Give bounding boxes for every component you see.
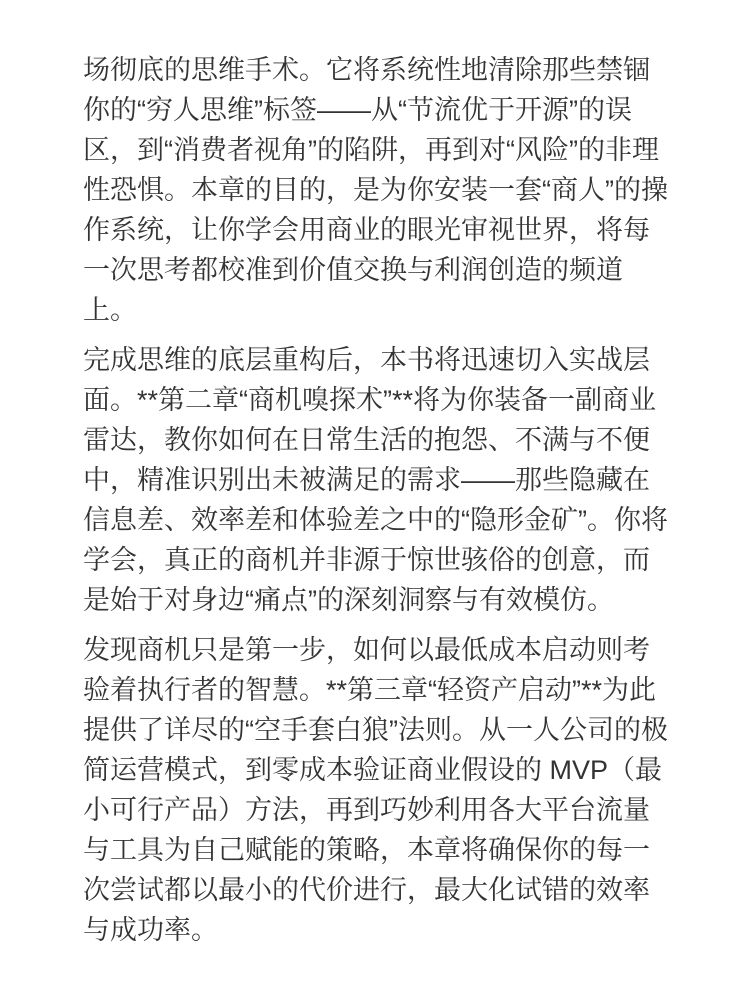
paragraph-chapter-two-intro: 完成思维的底层重构后，本书将迅速切入实战层面。**第二章“商机嗅探术”**将为你装备一副商业雷达，教你如何在日常生活的抱怨、不满与不便中，精准识别出未被满足的需求——那些隐藏在信息差、效率差和体验差之中的“隐形金矿”。你将学会，真正的商机并非源于惊世骇俗的创意，而是始于对身边“痛点”的深刻洞察与有效模仿。 bbox=[83, 345, 668, 615]
paragraph-mindset-surgery: 场彻底的思维手术。它将系统性地清除那些禁锢你的“穷人思维”标签——从“节流优于开源”的误区，到“消费者视角”的陷阱，再到对“风险”的非理性恐惧。本章的目的，是为你安装一套“商人”的操作系统，让你学会用商业的眼光审视世界，将每一次思考都校准到价值交换与利润创造的频道上。 bbox=[83, 55, 668, 325]
paragraph-chapter-three-intro: 发现商机只是第一步，如何以最低成本启动则考验着执行者的智慧。**第三章“轻资产启动”**为此提供了详尽的“空手套白狼”法则。从一人公司的极简运营模式，到零成本验证商业假设的 MVP（最小可行产品）方法，再到巧妙利用各大平台流量与工具为自己赋能的策略，本章将确保你的每一次尝试都以最小的代价进行，最大化试错的效率与成功率。 bbox=[83, 635, 668, 945]
